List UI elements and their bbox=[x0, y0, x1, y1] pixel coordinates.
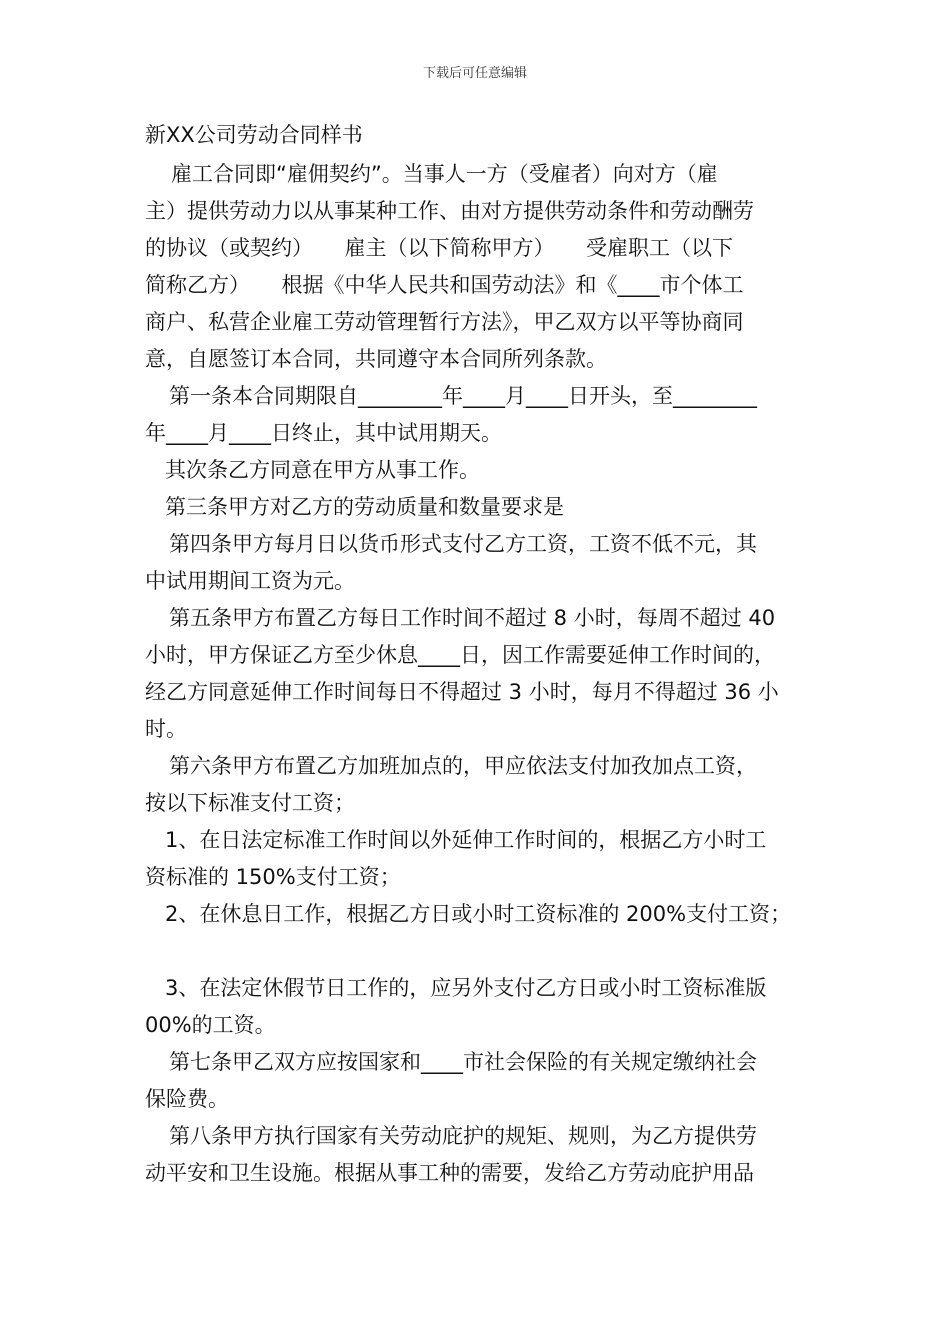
text-line: 1、在日法定标准工作时间以外延伸工作时间的，根据乙方小时工 bbox=[165, 828, 767, 852]
document-title: 新XX公司劳动合同样书 bbox=[145, 123, 363, 147]
text-line: 第一条本合同期限自________年____月____日开头，至________ bbox=[169, 384, 757, 408]
text-line: 第八条甲方执行国家有关劳动庇护的规矩、规则，为乙方提供劳 bbox=[169, 1124, 757, 1148]
text-line: 商户、私营企业雇工劳动管理暂行方法》，甲乙双方以平等协商同 bbox=[145, 310, 744, 334]
text-line: 简称乙方） 根据《中华人民共和国劳动法》和《____市个体工 bbox=[145, 273, 744, 297]
text-line: 第三条甲方对乙方的劳动质量和数量要求是 bbox=[165, 495, 564, 519]
text-line: 中试用期间工资为元。 bbox=[145, 569, 355, 593]
paragraph-lines bbox=[145, 156, 817, 1192]
text-line: 动平安和卫生设施。根据从事工种的需要，发给乙方劳动庇护用品 bbox=[145, 1161, 754, 1185]
text-line: 第五条甲方布置乙方每日工作时间不超过 8 小时，每周不超过 40 bbox=[169, 606, 776, 630]
text-line: 3、在法定休假节日工作的，应另外支付乙方日或小时工资标准版 bbox=[165, 976, 767, 1000]
document-body bbox=[145, 118, 817, 1192]
text-line: 保险费。 bbox=[145, 1087, 229, 1111]
text-line: 主）提供劳动力以从事某种工作、由对方提供劳动条件和劳动酬劳 bbox=[145, 199, 754, 223]
text-line: 时。 bbox=[145, 717, 187, 741]
text-line: 小时，甲方保证乙方至少休息____日，因工作需要延伸工作时间的， bbox=[145, 643, 775, 667]
text-line: 雇工合同即“雇佣契约”。当事人一方（受雇者）向对方（雇 bbox=[171, 162, 718, 186]
text-line: 其次条乙方同意在甲方从事工作。 bbox=[165, 458, 480, 482]
text-line: 意，自愿签订本合同，共同遵守本合同所列条款。 bbox=[145, 347, 607, 371]
text-line: 按以下标准支付工资； bbox=[145, 791, 355, 815]
text-line: 第六条甲方布置乙方加班加点的，甲应依法支付加孜加点工资， bbox=[169, 754, 757, 778]
text-line: 资标准的 150%支付工资； bbox=[145, 865, 401, 889]
page-header: 下载后可任意编辑 bbox=[422, 66, 527, 81]
text-line: 2、在休息日工作，根据乙方日或小时工资标准的 200%支付工资； bbox=[165, 902, 792, 926]
text-line bbox=[145, 933, 817, 970]
text-line: 经乙方同意延伸工作时间每日不得超过 3 小时，每月不得超过 36 小 bbox=[145, 680, 779, 704]
text-line: 第四条甲方每月日以货币形式支付乙方工资，工资不低不元，其 bbox=[169, 532, 757, 556]
text-line: 的协议（或契约） 雇主（以下简称甲方） 受雇职工（以下 bbox=[145, 236, 733, 260]
text-line: 年____月____日终止，其中试用期天。 bbox=[145, 421, 502, 445]
text-line: 第七条甲乙双方应按国家和____市社会保险的有关规定缴纳社会 bbox=[169, 1050, 757, 1074]
text-line: 00%的工资。 bbox=[145, 1013, 276, 1037]
